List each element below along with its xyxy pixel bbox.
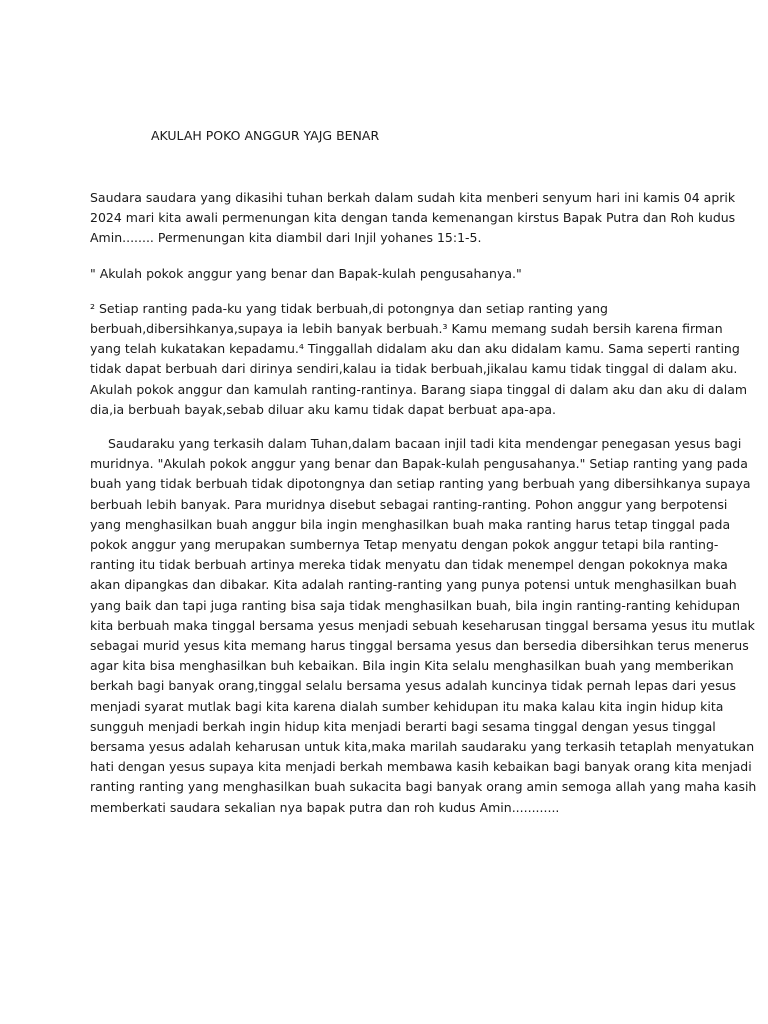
verse-line: dia,ia berbuah bayak,sebab diluar aku kamu tidak dapat berbuat apa-apa. <box>90 401 557 417</box>
reflection-line: ranting ranting yang menghasilkan buah sukacita bagi banyak orang amin semoga allah yang maha kasih <box>90 779 757 795</box>
reflection-line: kita berbuah maka tinggal bersama yesus menjadi sebuah keseharusan tinggal bersama yesus itu mutlak <box>90 617 755 633</box>
reflection-line: akan dipangkas dan dibakar. Kita adalah ranting-ranting yang punya potensi untuk menghasilkan buah <box>90 577 737 593</box>
reflection-line: muridnya. "Akulah pokok anggur yang benar dan Bapak-kulah pengusahanya." Setiap ranting yang pada <box>90 456 748 472</box>
reflection-line: sebagai murid yesus kita memang harus tinggal bersama yesus dan bersedia dibersihkan terus menerus <box>90 638 749 654</box>
reflection-line: buah yang tidak berbuah tidak dipotongnya dan setiap ranting yang berbuah yang dibersihkanya supaya <box>90 476 751 492</box>
reflection-line: Saudaraku yang terkasih dalam Tuhan,dalam bacaan injil tadi kita mendengar penegasan yesus bagi <box>108 436 742 452</box>
reflection-line: pokok anggur yang merupakan sumbernya Tetap menyatu dengan pokok anggur tetapi bila ranting- <box>90 537 719 553</box>
verse-line: berbuah,dibersihkanya,supaya ia lebih banyak berbuah.³ Kamu memang sudah bersih karena firman <box>90 321 723 337</box>
intro-line: Amin........ Permenungan kita diambil dari Injil yohanes 15:1-5. <box>90 230 482 246</box>
reflection-line: berbuah lebih banyak. Para muridnya disebut sebagai ranting-ranting. Pohon anggur yang berpotensi <box>90 496 728 512</box>
reflection-line: memberkati saudara sekalian nya bapak putra dan roh kudus Amin............ <box>90 799 560 815</box>
document-title: AKULAH POKO ANGGUR YAJG BENAR <box>151 128 380 143</box>
verses-paragraph <box>90 299 748 420</box>
reflection-line: yang menghasilkan buah anggur bila ingin menghasilkan buah maka ranting harus tetap tinggal pada <box>90 516 731 532</box>
reflection-line: yang baik dan tapi juga ranting bisa saja tidak menghasilkan buah, bila ingin ranting-ranting kehidupan <box>90 597 741 613</box>
quote-paragraph <box>90 264 690 284</box>
verse-line: yang telah kukatakan kepadamu.⁴ Tinggallah didalam aku dan aku didalam kamu. Sama seperti ranting <box>90 341 740 357</box>
reflection-line: agar kita bisa menghasilkan buh kebaikan. Bila ingin Kita selalu menghasilkan buah yang memberikan <box>90 658 734 674</box>
reflection-line: berkah bagi banyak orang,tinggal selalu bersama yesus adalah kuncinya tidak pernah lepas dari yesus <box>90 678 737 694</box>
reflection-line: bersama yesus adalah keharusan untuk kita,maka marilah saudaraku yang terkasih tetaplah menyatukan <box>90 739 755 755</box>
verse-line: Akulah pokok anggur dan kamulah ranting-rantinya. Barang siapa tinggal di dalam aku dan aku di dalam <box>90 381 748 397</box>
reflection-line: menjadi syarat mutlak bagi kita karena dialah sumber kehidupan itu maka kalau kita ingin hidup kita <box>90 698 724 714</box>
intro-paragraph <box>90 188 736 249</box>
reflection-line: ranting itu tidak berbuah artinya mereka tidak menyatu dan tidak menempel dengan pokoknya maka <box>90 557 728 573</box>
intro-line: 2024 mari kita awali permenungan kita dengan tanda kemenangan kirstus Bapak Putra dan Roh kudus <box>90 210 736 226</box>
document-body <box>90 188 757 818</box>
intro-line: Saudara saudara yang dikasihi tuhan berkah dalam sudah kita menberi senyum hari ini kamis 04 aprik <box>90 190 736 205</box>
reflection-line: sungguh menjadi berkah ingin hidup kita menjadi berarti bagi sesama tinggal dengan yesus tinggal <box>90 718 716 734</box>
quote-line: " Akulah pokok anggur yang benar dan Bapak-kulah pengusahanya." <box>90 265 522 281</box>
verse-line: ² Setiap ranting pada-ku yang tidak berbuah,di potongnya dan setiap ranting yang <box>90 300 608 316</box>
reflection-line: hati dengan yesus supaya kita menjadi berkah membawa kasih kebaikan bagi banyak orang kita menjadi <box>90 759 752 775</box>
reflection-paragraph <box>90 434 757 818</box>
verse-line: tidak dapat berbuah dari dirinya sendiri,kalau ia tidak berbuah,jikalau kamu tidak tinggal di dalam aku. <box>90 361 738 377</box>
